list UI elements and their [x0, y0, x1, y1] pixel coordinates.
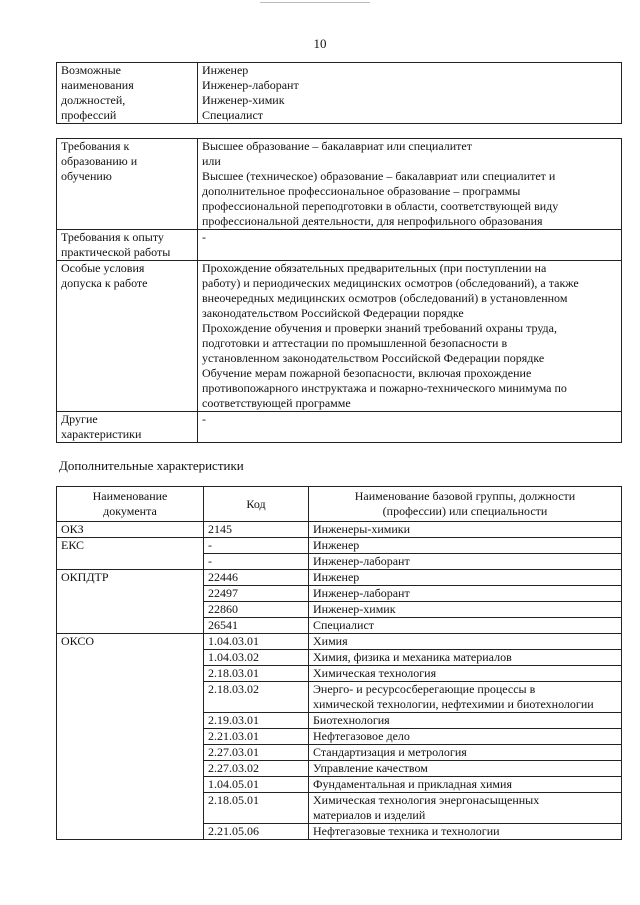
text-line: или: [202, 154, 221, 168]
text-line: (профессии) или специальности: [382, 504, 548, 518]
text-line: -: [202, 412, 206, 426]
group-name-cell: [309, 522, 622, 538]
header-group-name: [309, 487, 622, 522]
group-name-cell: [309, 634, 622, 650]
table-row: [57, 634, 622, 650]
positions-label: [57, 63, 198, 124]
group-name-cell: [309, 824, 622, 840]
code-cell: -: [204, 554, 309, 570]
text-line: Инженер: [313, 570, 360, 584]
text-line: противопожарного инструктажа и пожарно-технического минимума по: [202, 381, 567, 395]
group-name-cell: [309, 618, 622, 634]
text-line: Обучение мерам пожарной безопасности, включая прохождение: [202, 366, 532, 380]
table-row: [57, 570, 622, 586]
text-line: Специалист: [313, 618, 375, 632]
text-line: профессиональной деятельности, для непрофильного образования: [202, 214, 543, 228]
text-line: Стандартизация и метрология: [313, 745, 467, 759]
text-line: Инженеры-химики: [313, 522, 411, 536]
text-line: должностей,: [61, 93, 126, 107]
group-name-cell: [309, 745, 622, 761]
code-cell: -: [204, 538, 309, 554]
text-line: -: [202, 230, 206, 244]
text-line: Прохождение обучения и проверки знаний требований охраны труда,: [202, 321, 557, 335]
text-line: Химическая технология энергонасыщенных: [313, 793, 540, 807]
requirements-table: [56, 138, 622, 443]
requirement-label: [57, 261, 198, 412]
text-line: внеочередных медицинских осмотров (обследований) в установленном: [202, 291, 568, 305]
text-line: Управление качеством: [313, 761, 428, 775]
text-line: Инженер-химик: [313, 602, 396, 616]
text-line: Химия: [313, 634, 348, 648]
text-line: Особые условия: [61, 261, 145, 275]
scan-edge-line: [260, 2, 370, 3]
code-cell: 22860: [204, 602, 309, 618]
text-line: Прохождение обязательных предварительных (при поступлении на: [202, 261, 547, 275]
text-line: Наименование базовой группы, должности: [354, 489, 576, 503]
group-name-cell: [309, 570, 622, 586]
document-name-cell: ОКЗ: [57, 522, 204, 538]
text-line: профессиональной переподготовки в области, соответствующей виду: [202, 199, 559, 213]
positions-table: [56, 62, 622, 124]
text-line: Требования к: [61, 139, 130, 153]
requirement-value: [198, 412, 622, 443]
requirement-row: [57, 261, 622, 412]
text-line: документа: [103, 504, 157, 518]
page-number: 10: [313, 36, 327, 51]
code-cell: 22446: [204, 570, 309, 586]
text-line: Наименование: [92, 489, 168, 503]
text-line: Фундаментальная и прикладная химия: [313, 777, 512, 791]
code-cell: 2.19.03.01: [204, 713, 309, 729]
text-line: установленном законодательством Российской Федерации порядке: [202, 351, 545, 365]
code-cell: 26541: [204, 618, 309, 634]
document-name-cell: ОКПДТР: [57, 570, 204, 634]
code-cell: 2.21.05.06: [204, 824, 309, 840]
table-header-row: [57, 487, 622, 522]
positions-row: [57, 63, 622, 124]
text-line: законодательством Российской Федерации порядке: [202, 306, 464, 320]
group-name-cell: [309, 777, 622, 793]
code-cell: 1.04.05.01: [204, 777, 309, 793]
text-line: Инженер-лаборант: [313, 586, 410, 600]
code-cell: 2.27.03.02: [204, 761, 309, 777]
table-row: [57, 538, 622, 554]
requirement-row: [57, 139, 622, 230]
positions-values: [198, 63, 622, 124]
text-line: профессий: [61, 108, 117, 122]
text-line: Инженер: [313, 538, 360, 552]
requirement-row: [57, 412, 622, 443]
header-document: [57, 487, 204, 522]
code-cell: 2.27.03.01: [204, 745, 309, 761]
group-name-cell: [309, 538, 622, 554]
code-cell: 2.21.03.01: [204, 729, 309, 745]
requirement-value: [198, 261, 622, 412]
additional-characteristics-table: [56, 486, 622, 840]
text-line: Нефтегазовые техника и технологии: [313, 824, 500, 838]
group-name-cell: [309, 793, 622, 824]
group-name-cell: [309, 650, 622, 666]
group-name-cell: [309, 682, 622, 713]
group-name-cell: [309, 666, 622, 682]
requirement-row: [57, 230, 622, 261]
requirement-label: [57, 230, 198, 261]
code-cell: 2.18.03.01: [204, 666, 309, 682]
text-line: Инженер: [202, 63, 249, 77]
code-cell: 1.04.03.02: [204, 650, 309, 666]
text-line: допуска к работе: [61, 276, 148, 290]
document-name-cell: ЕКС: [57, 538, 204, 570]
text-line: Инженер-лаборант: [313, 554, 410, 568]
header-code: [204, 487, 309, 522]
text-line: наименования: [61, 78, 134, 92]
text-line: Энерго- и ресурсосберегающие процессы в: [313, 682, 536, 696]
text-line: соответствующей программе: [202, 396, 351, 410]
code-cell: 2145: [204, 522, 309, 538]
group-name-cell: [309, 602, 622, 618]
text-line: Высшее (техническое) образование – бакалавриат или специалитет и: [202, 169, 556, 183]
code-cell: 22497: [204, 586, 309, 602]
text-line: Высшее образование – бакалавриат или специалитет: [202, 139, 472, 153]
code-cell: 1.04.03.01: [204, 634, 309, 650]
text-line: дополнительное профессиональное образование – программы: [202, 184, 521, 198]
text-line: практической работы: [61, 245, 171, 259]
text-line: материалов и изделий: [313, 808, 426, 822]
group-name-cell: [309, 554, 622, 570]
text-line: Химия, физика и механика материалов: [313, 650, 512, 664]
requirement-label: [57, 139, 198, 230]
text-line: Инженер-химик: [202, 93, 285, 107]
group-name-cell: [309, 761, 622, 777]
additional-characteristics-heading: Дополнительные характеристики: [59, 458, 244, 473]
code-cell: 2.18.03.02: [204, 682, 309, 713]
text-line: Химическая технология: [313, 666, 437, 680]
text-line: Биотехнология: [313, 713, 390, 727]
requirement-value: [198, 230, 622, 261]
requirement-label: [57, 412, 198, 443]
text-line: химической технологии, нефтехимии и биотехнологии: [313, 697, 594, 711]
group-name-cell: [309, 729, 622, 745]
requirement-value: [198, 139, 622, 230]
text-line: Возможные: [61, 63, 121, 77]
code-cell: 2.18.05.01: [204, 793, 309, 824]
group-name-cell: [309, 713, 622, 729]
text-line: Инженер-лаборант: [202, 78, 299, 92]
group-name-cell: [309, 586, 622, 602]
text-line: Код: [246, 496, 266, 511]
text-line: Требования к опыту: [61, 230, 164, 244]
table-row: [57, 522, 622, 538]
text-line: работу) и периодических медицинских осмотров (обследований), а также: [202, 276, 579, 290]
text-line: Другие: [61, 412, 98, 426]
document-name-cell: ОКСО: [57, 634, 204, 840]
text-line: образованию и: [61, 154, 138, 168]
text-line: обучению: [61, 169, 112, 183]
text-line: подготовки и аттестации по промышленной безопасности в: [202, 336, 508, 350]
text-line: характеристики: [61, 427, 142, 441]
text-line: Специалист: [202, 108, 264, 122]
text-line: Нефтегазовое дело: [313, 729, 410, 743]
